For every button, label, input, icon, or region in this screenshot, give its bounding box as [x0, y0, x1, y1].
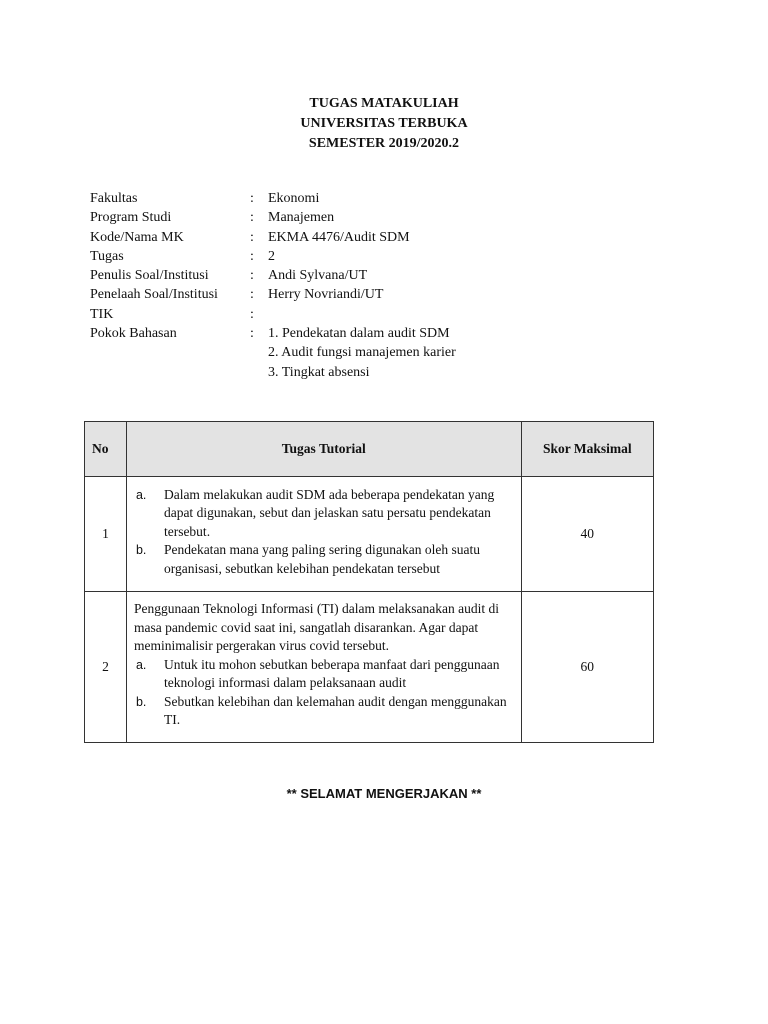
info-row-fakultas: [90, 189, 456, 208]
task-intro: Penggunaan Teknologi Informasi (TI) dalam melaksanakan audit di masa pandemic covid saat ini, sangatlah disarankan. Agar dapat meminimalisir pergerakan virus covid tersebut.: [133, 601, 500, 654]
score-cell: 60: [521, 592, 653, 743]
info-row-tik: [90, 305, 456, 324]
row-number: 2: [85, 592, 127, 743]
item-text: Sebutkan kelebihan dan kelemahan audit dengan menggunakan TI.: [163, 693, 507, 728]
title-line-1: TUGAS MATAKULIAH: [309, 96, 459, 111]
pokok-bahasan-item-2: 2. Audit fungsi manajemen karier: [268, 345, 456, 361]
table-row: [85, 477, 654, 592]
task-item: [134, 693, 515, 730]
info-value: Ekonomi: [268, 191, 320, 206]
table-row: [85, 592, 654, 743]
header-task: Tugas Tutorial: [126, 422, 521, 477]
score-cell: 40: [521, 477, 653, 592]
info-value: Herry Novriandi/UT: [268, 287, 384, 303]
row-number: 1: [85, 477, 127, 592]
info-label: Pokok Bahasan: [90, 326, 177, 342]
closing-message: ** SELAMAT MENGERJAKAN **: [286, 786, 482, 801]
info-row-tugas: [90, 247, 456, 266]
info-label: Tugas: [90, 248, 124, 264]
task-item: [134, 541, 515, 578]
info-label: Fakultas: [90, 191, 138, 206]
info-value: EKMA 4476/Audit SDM: [268, 229, 410, 245]
info-label: Penulis Soal/Institusi: [90, 268, 209, 284]
item-marker: a.: [135, 487, 147, 502]
table-header-row: [85, 422, 654, 477]
tutorial-table: [84, 421, 654, 743]
info-colon: :: [250, 210, 254, 226]
info-row-penulis: [90, 266, 456, 285]
info-colon: :: [250, 326, 254, 342]
info-row-program-studi: [90, 208, 456, 227]
task-cell: [126, 477, 521, 592]
pokok-bahasan-item-3: 3. Tingkat absensi: [268, 364, 370, 380]
info-label: Penelaah Soal/Institusi: [90, 287, 218, 303]
header-no: No: [85, 422, 127, 477]
info-label: Program Studi: [90, 210, 172, 226]
item-marker: a.: [135, 657, 147, 672]
info-value: 1. Pendekatan dalam audit SDM: [268, 326, 450, 342]
info-label: Kode/Nama MK: [90, 229, 184, 245]
info-colon: :: [250, 306, 254, 322]
info-value: 2: [268, 248, 275, 264]
task-item: [134, 486, 515, 542]
item-text: Pendekatan mana yang paling sering digunakan oleh suatu organisasi, sebutkan kelebihan pendekatan tersebut: [163, 542, 480, 576]
info-label: TIK: [90, 306, 114, 322]
info-colon: :: [250, 191, 254, 206]
info-row-kode-mk: [90, 228, 456, 247]
course-info: [90, 189, 456, 382]
item-text: Untuk itu mohon sebutkan beberapa manfaat dari penggunaan teknologi informasi dalam pelaksanaan audit: [163, 656, 500, 691]
info-row-pokok-bahasan: [90, 324, 456, 343]
info-row-penelaah: [90, 285, 456, 304]
info-colon: :: [250, 229, 254, 245]
item-marker: b.: [135, 543, 147, 558]
info-colon: :: [250, 287, 254, 303]
item-text: Dalam melakukan audit SDM ada beberapa pendekatan yang dapat digunakan, sebut dan jelaskan satu persatu pendekatan tersebut.: [163, 486, 495, 539]
task-item: [134, 656, 515, 693]
info-colon: :: [250, 248, 254, 264]
task-cell: [126, 592, 521, 743]
title-line-2: UNIVERSITAS TERBUKA: [300, 116, 468, 131]
title-line-3: SEMESTER 2019/2020.2: [308, 136, 460, 151]
info-value: Manajemen: [268, 210, 335, 226]
info-colon: :: [250, 268, 254, 284]
item-marker: b.: [135, 694, 147, 709]
document-title: [0, 94, 768, 154]
header-score: Skor Maksimal: [521, 422, 653, 477]
info-value: Andi Sylvana/UT: [268, 268, 368, 284]
